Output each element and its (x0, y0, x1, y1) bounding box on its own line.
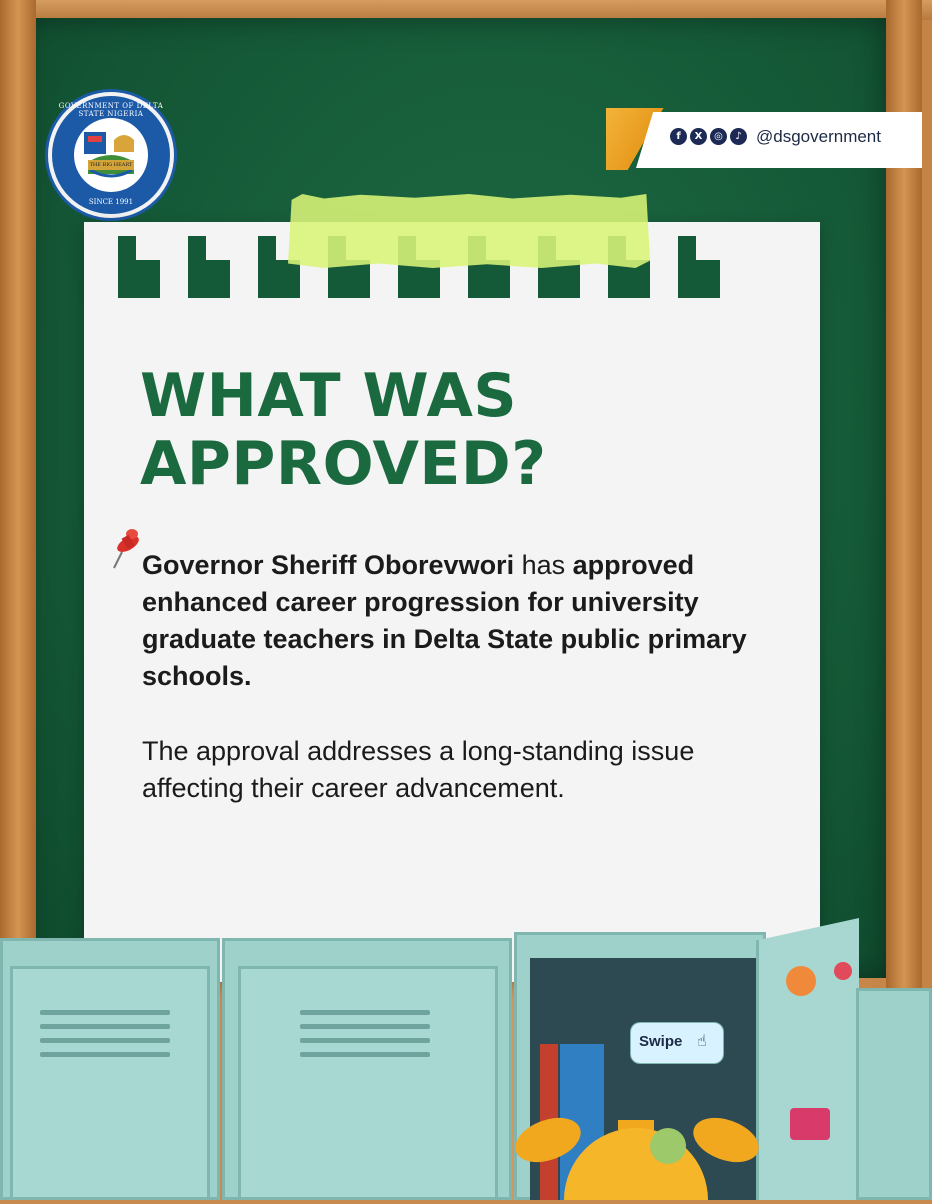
swipe-button[interactable] (630, 1022, 724, 1064)
locker-2-door (238, 966, 498, 1200)
locker-vent (40, 1010, 170, 1015)
social-icons (670, 128, 747, 145)
swipe-label: Swipe (639, 1033, 683, 1050)
seal-text-bottom: SINCE 1991 (88, 198, 134, 206)
locker-vent (40, 1038, 170, 1043)
seal-text-top: GOVERNMENT OF DELTA STATE NIGERIA (58, 102, 164, 118)
para1-verb: has (514, 550, 573, 580)
locker-vent (40, 1052, 170, 1057)
radio-sticker (790, 1108, 830, 1140)
swipe-hand-icon: ☝ (697, 1031, 707, 1050)
masking-tape (288, 194, 650, 268)
governor-name: Governor Sheriff Oborevwori (142, 550, 515, 580)
locker-4 (856, 988, 932, 1200)
badge-sticker (834, 962, 852, 980)
page-title (140, 362, 547, 498)
frame-top (0, 0, 932, 20)
seal-ribbon: THE BIG HEART (89, 162, 133, 168)
approval-paragraph (142, 547, 782, 695)
tiktok-icon[interactable]: ♪ (730, 128, 747, 145)
frame-left (0, 0, 36, 1000)
locker-vent (40, 1024, 170, 1029)
emblem-icon (74, 118, 148, 192)
instagram-icon[interactable]: ◎ (710, 128, 727, 145)
binder-hole (188, 236, 206, 298)
title-line-1: WHAT WAS (140, 361, 518, 431)
alarm-clock (508, 1100, 768, 1200)
binder-hole (118, 236, 136, 298)
approval-details: approved enhanced career progression for university graduate teachers in Delta State public primary schools. (142, 550, 747, 691)
locker-vent (300, 1010, 430, 1015)
binder-hole (678, 236, 696, 298)
binder-hole (258, 236, 276, 298)
locker-vent (300, 1024, 430, 1029)
title-line-2: APPROVED? (140, 429, 547, 499)
locker-1-door (10, 966, 210, 1200)
open-locker-door (756, 918, 859, 1200)
social-handle[interactable]: @dsgovernment (756, 127, 881, 146)
flower-sticker (786, 966, 816, 996)
facebook-icon[interactable]: f (670, 128, 687, 145)
seal-emblem (74, 118, 148, 192)
x-icon[interactable]: X (690, 128, 707, 145)
locker-vent (300, 1052, 430, 1057)
context-paragraph: The approval addresses a long-standing issue affecting their career advancement. (142, 736, 695, 803)
pushpin-icon (112, 526, 142, 570)
government-seal-logo (48, 92, 174, 218)
locker-vent (300, 1038, 430, 1043)
